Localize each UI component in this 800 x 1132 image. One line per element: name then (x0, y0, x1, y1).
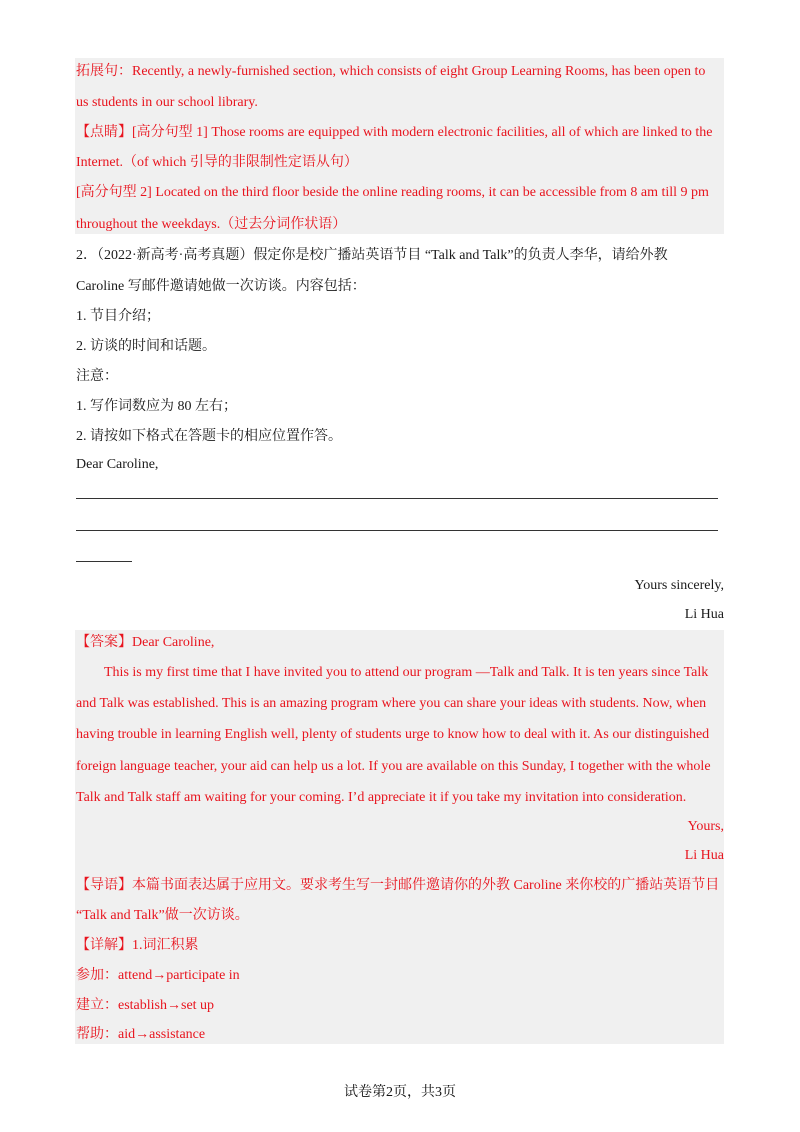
tip-line-3: [高分句型 2] Located on the third floor beside the online reading rooms, it can be accessible from 8 am till 9 pm (76, 185, 709, 200)
answer-greeting: 【答案】Dear Caroline, (76, 635, 215, 650)
answer-paragraph-line-3: having trouble in learning English well, plenty of students urge to know how to deal with it. As our distinguished (76, 727, 710, 742)
answer-paragraph-line-2: and Talk was established. This is an amazing program where you can share your ideas with students. Now, when (76, 696, 707, 711)
answer-signature: Li Hua (684, 848, 724, 863)
question-line-1: 2．（2022·新高考·高考真题）假定你是校广播站英语节目 “Talk and Talk”的负责人李华，请给外教 (76, 248, 668, 263)
content-item-2: 2. 访谈的时间和话题。 (76, 339, 216, 354)
tip-line-4: throughout the weekdays.（过去分词作状语） (76, 217, 347, 232)
detail-heading: 【详解】1.词汇积累 (76, 938, 199, 953)
note-item-2: 2. 请按如下格式在答题卡的相应位置作答。 (76, 429, 342, 444)
answer-closing: Yours, (687, 819, 724, 834)
note-label: 注意： (76, 369, 118, 384)
tip-line-1: 【点睛】[高分句型 1] Those rooms are equipped with modern electronic facilities, all of which are linked to the (76, 125, 713, 140)
answer-line-1 (76, 498, 718, 499)
answer-line-3 (76, 561, 132, 562)
extension-block-bg (75, 58, 724, 234)
letter-greeting: Dear Caroline, (76, 457, 159, 472)
question-line-2: Caroline 写邮件邀请她做一次访谈。内容包括： (76, 279, 366, 294)
vocab-item-2: 建立：establish→set up (76, 998, 215, 1013)
guide-line-2: “Talk and Talk”做一次访谈。 (76, 908, 249, 923)
extension-sentence-line-1: 拓展句：Recently, a newly-furnished section, which consists of eight Group Learning Rooms, has been open to (76, 64, 706, 79)
extension-sentence-line-2: us students in our school library. (76, 95, 258, 110)
content-item-1: 1. 节目介绍； (76, 309, 160, 324)
tip-line-2: Internet.（of which 引导的非限制性定语从句） (76, 155, 358, 170)
answer-line-2 (76, 530, 718, 531)
answer-paragraph-line-4: foreign language teacher, your aid can help us a lot. If you are available on this Sunday, I together with the whole (76, 759, 711, 774)
page-footer: 试卷第2页，共3页 (344, 1085, 456, 1100)
vocab-item-1: 参加：attend→participate in (76, 968, 240, 983)
answer-paragraph-line-1: This is my first time that I have invited you to attend our program —Talk and Talk. It is ten years since Talk (104, 665, 709, 680)
note-item-1: 1. 写作词数应为 80 左右； (76, 399, 237, 414)
answer-paragraph-line-5: Talk and Talk staff am waiting for your coming. I’d appreciate it if you take my invitation into consideration. (76, 790, 687, 805)
guide-line-1: 【导语】本篇书面表达属于应用文。要求考生写一封邮件邀请你的外教 Caroline 来你校的广播站英语节目 (76, 878, 720, 893)
letter-signature: Li Hua (684, 607, 724, 622)
vocab-item-3: 帮助：aid→assistance (76, 1027, 206, 1042)
letter-closing: Yours sincerely, (634, 578, 724, 593)
